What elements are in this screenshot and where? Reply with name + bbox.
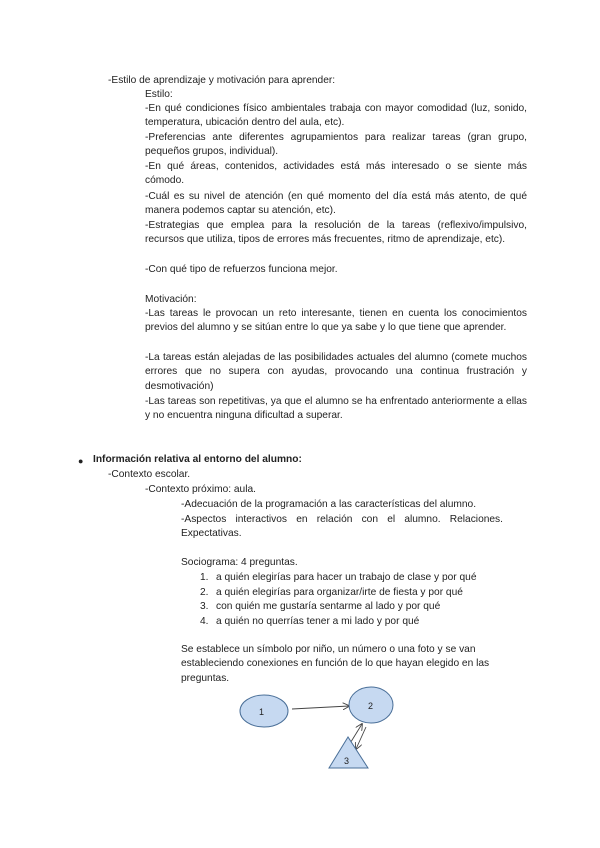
learning-style-heading: -Estilo de aprendizaje y motivación para aprender: — [108, 75, 336, 86]
connector-1-2 — [292, 706, 349, 709]
list-item: con quién me gustaría sentarme al lado y por qué — [216, 601, 441, 612]
contexto-proximo: -Contexto próximo: aula. — [145, 484, 256, 495]
motivacion-item: -Las tareas le provocan un reto interesante, tienen en cuenta los conocimientos previos del alumno y se sitúan entre lo que ya sabe y lo que tiene que aprender. — [145, 308, 527, 334]
entorno-item: -Adecuación de la programación a las características del alumno. — [181, 499, 477, 510]
motivacion-label: Motivación: — [145, 294, 197, 305]
list-number: 4. — [200, 616, 209, 627]
motivacion-item: -La tareas están alejadas de las posibilidades actuales del alumno (comete muchos errores que no supera con ayudas, provocando una continua frustración y desmotivación) — [145, 352, 527, 392]
connector-2-3 — [356, 727, 366, 749]
estilo-item: -Con qué tipo de refuerzos funciona mejor. — [145, 264, 338, 275]
list-item: a quién elegirías para organizar/irte de fiesta y por qué — [216, 587, 463, 598]
sociograma-label: Sociograma: 4 preguntas. — [181, 557, 298, 568]
list-number: 2. — [200, 587, 209, 598]
node-3-label: 3 — [344, 756, 350, 766]
bullet-icon: ● — [78, 456, 84, 466]
motivacion-item: -Las tareas son repetitivas, ya que el alumno se ha enfrentado anteriormente a ellas y no encuentra ninguna dificultad a superar. — [145, 396, 527, 422]
list-item: a quién no querrías tener a mi lado y por qué — [216, 616, 420, 627]
list-item: a quién elegirías para hacer un trabajo de clase y por qué — [216, 572, 477, 583]
entorno-heading: Información relativa al entorno del alumno: — [93, 454, 302, 465]
list-number: 1. — [200, 572, 209, 583]
contexto-escolar: -Contexto escolar. — [108, 469, 191, 480]
node-2-label: 2 — [368, 701, 374, 711]
sociograma-explicacion: Se establece un símbolo por niño, un número o una foto y se van estableciendo conexiones en función de lo que hayan elegido en las preguntas. — [181, 644, 490, 684]
node-1-label: 1 — [259, 707, 265, 717]
estilo-item: -Cuál es su nivel de atención (en qué momento del día está más atento, de qué manera podemos captar su atención, etc). — [145, 191, 527, 217]
estilo-label: Estilo: — [145, 89, 173, 100]
estilo-item: -En qué áreas, contenidos, actividades está más interesado o se siente más cómodo. — [145, 161, 527, 187]
entorno-item: -Aspectos interactivos en relación con el alumno. Relaciones. Expectativas. — [181, 514, 503, 540]
estilo-item: -Preferencias ante diferentes agrupamientos para realizar tareas (gran grupo, pequeños grupos, individual). — [145, 132, 527, 158]
estilo-item: -En qué condiciones físico ambientales trabaja con mayor comodidad (luz, sonido, temperatura, ubicación dentro del aula, etc). — [145, 103, 527, 129]
list-number: 3. — [200, 601, 209, 612]
estilo-item: -Estrategias que emplea para la resolución de la tareas (reflexivo/impulsivo, recursos que utiliza, tipos de errores más frecuentes, ritmo de aprendizaje, etc). — [145, 220, 527, 246]
